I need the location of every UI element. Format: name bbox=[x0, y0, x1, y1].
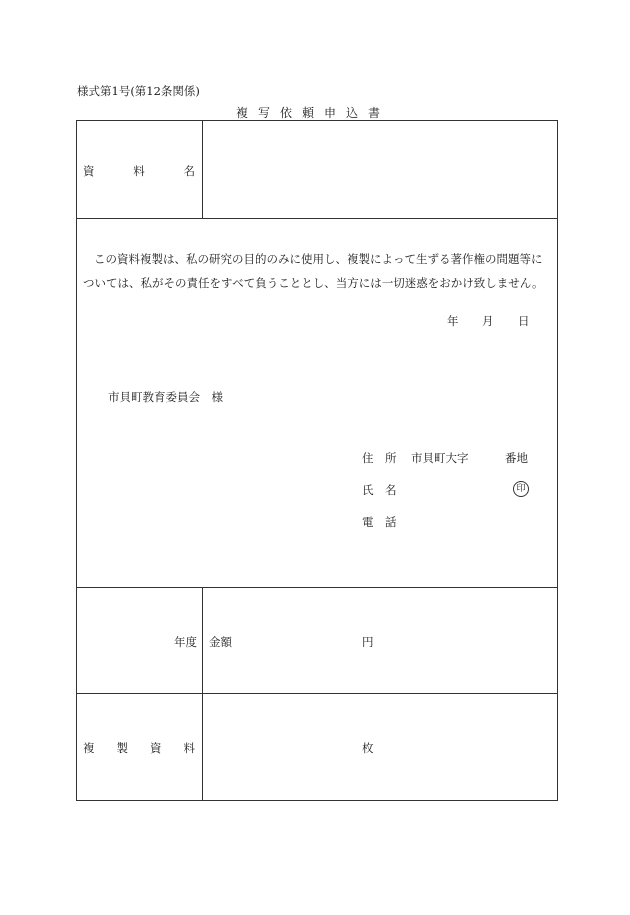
title-char: 複 bbox=[236, 106, 249, 120]
yen-unit: 円 bbox=[362, 635, 374, 649]
column-divider bbox=[202, 121, 203, 218]
title-char: 写 bbox=[258, 106, 271, 120]
form-number: 様式第1号(第12条関係) bbox=[77, 84, 200, 98]
title-char: 依 bbox=[280, 106, 293, 120]
label-char: 製 bbox=[116, 741, 128, 755]
sheets-unit: 枚 bbox=[362, 741, 374, 755]
label-char: 料 bbox=[183, 741, 195, 755]
label-char: 名 bbox=[183, 164, 195, 178]
date-month-label: 月 bbox=[482, 314, 494, 328]
application-form-table bbox=[76, 120, 558, 801]
title-char: 頼 bbox=[302, 106, 315, 120]
seal-mark-icon: 印 bbox=[513, 481, 529, 497]
reproduced-materials-label bbox=[83, 740, 195, 756]
declaration-line-2: ついては、私がその責任をすべて負うこととし、当方には一切迷惑をおかけ致しません。 bbox=[83, 276, 544, 290]
title-char: 込 bbox=[346, 106, 359, 120]
label-char: 資 bbox=[150, 741, 162, 755]
label-char: 料 bbox=[133, 164, 145, 178]
form-title bbox=[236, 104, 390, 121]
phone-label: 電 話 bbox=[362, 515, 397, 529]
addressee: 市貝町教育委員会 様 bbox=[108, 390, 223, 404]
name-label: 氏 名 bbox=[362, 483, 397, 497]
label-char: 資 bbox=[83, 164, 95, 178]
label-char: 複 bbox=[83, 741, 95, 755]
row-divider bbox=[77, 587, 557, 588]
address-label: 住 所 bbox=[362, 451, 397, 465]
address-value: 市貝町大字 bbox=[411, 451, 469, 465]
address-suffix: 番地 bbox=[505, 451, 528, 465]
material-name-field[interactable] bbox=[207, 125, 552, 213]
date-year-label: 年 bbox=[447, 314, 459, 328]
declaration-line-1: この資料複製は、私の研究の目的のみに使用し、複製によって生ずる著作権の問題等に bbox=[94, 252, 543, 266]
title-char: 申 bbox=[324, 106, 337, 120]
fiscal-year-label: 年度 bbox=[174, 635, 197, 649]
row-divider bbox=[77, 218, 557, 219]
column-divider bbox=[202, 587, 203, 801]
material-name-label bbox=[83, 163, 195, 179]
amount-label: 金額 bbox=[209, 635, 232, 649]
date-day-label: 日 bbox=[518, 314, 530, 328]
title-char: 書 bbox=[368, 106, 381, 120]
row-divider bbox=[77, 693, 557, 694]
